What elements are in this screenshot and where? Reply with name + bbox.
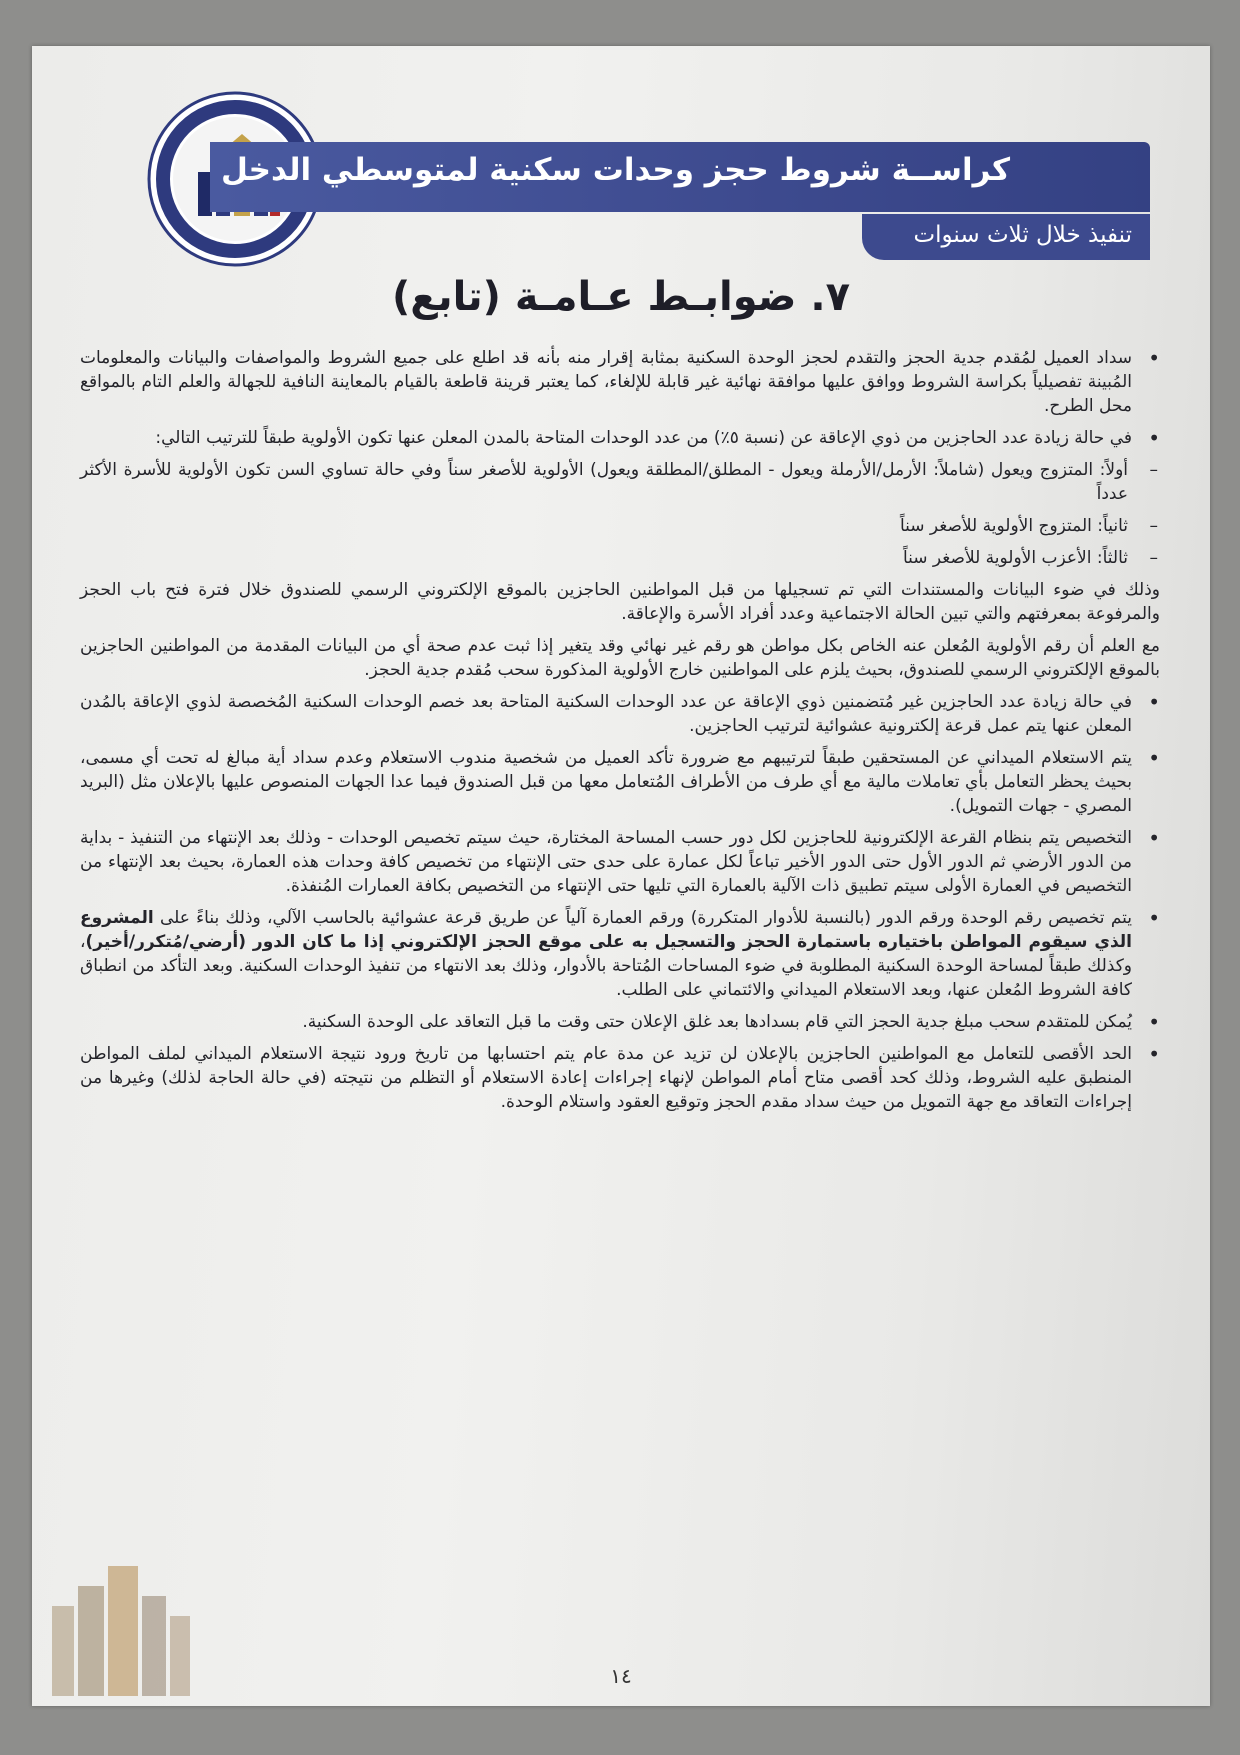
paragraph: وذلك في ضوء البيانات والمستندات التي تم تسجيلها من قبل المواطنين الحاجزين بالموقع الإلكتروني الرسمي للصندوق خلال فترة فتح باب الحجز والمرفوعة بمعرفتهم والتي تبين الحالة الاجتماعية وعدد أفراد الأسرة والإعاقة. — [80, 580, 1160, 624]
paragraph-text: السكنية المطلوبة في ضوء المساحات المُتاحة بالأدوار، وذلك بعد الانتهاء من تنفيذ الوحدات السكنية. وبعد التأكد من انطباق كافة الشروط المُعلن عنها، وبعد الاستعلام الميداني والائتماني على الطلب. — [80, 956, 1132, 1000]
document-body — [80, 346, 1164, 1122]
paragraph: • سداد العميل لمُقدم جدية الحجز والتقدم لحجز الوحدة السكنية بمثابة إقرار منه بأنه قد اطلع على جميع الشروط والمواصفات والبيانات والمعلومات المُبينة تفصيلياً بكراسة الشروط ووافق عليها موافقة نهائية غير قابلة للإلغاء، كما يعتبر قرينة قاطعة بالقيام بالمعاينة النافية للجهالة والعلم التام بالمواقع محل الطرح. — [80, 346, 1164, 418]
document-page — [32, 46, 1210, 1706]
paragraph: • في حالة زيادة عدد الحاجزين من ذوي الإعاقة عن (نسبة ٥٪) من عدد الوحدات المتاحة بالمدن المعلن عنها تكون الأولوية طبقاً للترتيب التالي: — [80, 426, 1164, 450]
list-item — [80, 546, 1164, 570]
paragraph: • الحد الأقصى للتعامل مع المواطنين الحاجزين بالإعلان لن تزيد عن مدة عام يتم احتسابها من تاريخ ورود نتيجة الاستعلام الميداني لملف المواطن المنطبق عليه الشروط، وذلك كحد أقصى متاح أمام المواطن لإنهاء إجراءات إعادة الاستعلام أو التظلم من نتيجته (في حالة الحاجة لذلك) وغيرها من إجراءات التعاقد مع جهة التمويل من حيث سداد مقدم الحجز وتوقيع العقود واستلام الوحدة. — [80, 1042, 1164, 1114]
paragraph-text: ، وكذلك طبقاً لمساحة الوحدة — [80, 932, 1132, 976]
list-item — [80, 514, 1164, 538]
paragraph: مع العلم أن رقم الأولوية المُعلن عنه الخاص بكل مواطن هو رقم غير نهائي وقد يتغير إذا ثبت عدم صحة أي من البيانات المقدمة من المواطنين الحاجزين بالموقع الإلكتروني الرسمي للصندوق، بحيث يلزم على المواطنين خارج الأولوية المذكورة سحب مُقدم جدية الحجز. — [80, 636, 1160, 680]
paragraph-text: يتم تخصيص رقم الوحدة ورقم الدور (بالنسبة للأدوار المتكررة) ورقم العمارة آلياً عن طريق قرعة عشوائية بالحاسب الآلي، وذلك بناءً على — [159, 908, 1132, 928]
page-number: ١٤ — [610, 1664, 632, 1688]
document-subtitle: تنفيذ خلال ثلاث سنوات — [913, 222, 1132, 248]
bold-text: إذا ما كان الدور (أرضي/مُتكرر/أخير) — [85, 932, 385, 952]
bold-text: به على موقع الحجز الإلكتروني — [390, 932, 649, 952]
section-title: ٧. ضوابـط عـامـة (تابع) — [391, 274, 850, 320]
list-item-text: ثالثاً: الأعزب الأولوية للأصغر سناً — [902, 548, 1128, 568]
dash-marker: – — [1149, 548, 1158, 568]
dash-marker: – — [1149, 516, 1158, 536]
header-banner — [210, 142, 1150, 212]
document-title: كراســة شروط حجز وحدات سكنية لمتوسطي الدخل — [220, 152, 1010, 188]
paragraph: • في حالة زيادة عدد الحاجزين غير مُتضمنين ذوي الإعاقة عن عدد الوحدات السكنية المتاحة بعد خصم الوحدات السكنية المُخصصة لذوي الإعاقة بالمُدن المعلن عنها يتم عمل قرعة إلكترونية عشوائية لترتيب الحاجزين. — [80, 690, 1164, 738]
paragraph — [80, 906, 1164, 1002]
dash-marker: – — [1149, 460, 1158, 480]
paragraph: • يُمكن للمتقدم سحب مبلغ جدية الحجز التي قام بسدادها بعد غلق الإعلان حتى وقت ما قبل التعاقد على الوحدة السكنية. — [80, 1010, 1164, 1034]
bold-text: المشروع الذي سيقوم المواطن باختياره باستمارة الحجز والتسجيل — [80, 908, 1132, 952]
header-subbanner — [862, 214, 1150, 260]
list-item-text: أولاً: المتزوج ويعول (شاملاً: الأرمل/الأرملة ويعول - المطلق/المطلقة ويعول) الأولوية للأصغر سناً وفي حالة تساوي السن تكون الأولوية للأسرة الأكثر عدداً — [80, 460, 1128, 504]
list-item-text: ثانياً: المتزوج الأولوية للأصغر سناً — [899, 516, 1128, 536]
list-item — [80, 458, 1164, 506]
paragraph: • يتم الاستعلام الميداني عن المستحقين طبقاً لترتيبهم مع ضرورة تأكد العميل من شخصية مندوب الاستعلام وعدم سداد أية مبالغ له تحت أي مسمى، بحيث يحظر التعامل بأي تعاملات مالية مع أي طرف من الأطراف المُتعامل معها من قبل الصندوق فيما عدا الجهات المنصوص عليها بالإعلان مثل (البريد المصري - جهات التمويل). — [80, 746, 1164, 818]
paragraph: • التخصيص يتم بنظام القرعة الإلكترونية للحاجزين لكل دور حسب المساحة المختارة، حيث سيتم تخصيص الوحدات - وذلك بعد الإنتهاء من التنفيذ - بداية من الدور الأرضي ثم الدور الأول حتى الدور الأخير تباعاً لكل عمارة على حدى حتى الإنتهاء من تخصيص كافة وحدات هذه العمارة، بحيث بعد الإنتهاء من التخصيص في العمارة الأولى سيتم تطبيق ذات الآلية بالعمارة التي تليها حتى الإنتهاء من التخصيص بكافة العمارات المُنفذة. — [80, 826, 1164, 898]
